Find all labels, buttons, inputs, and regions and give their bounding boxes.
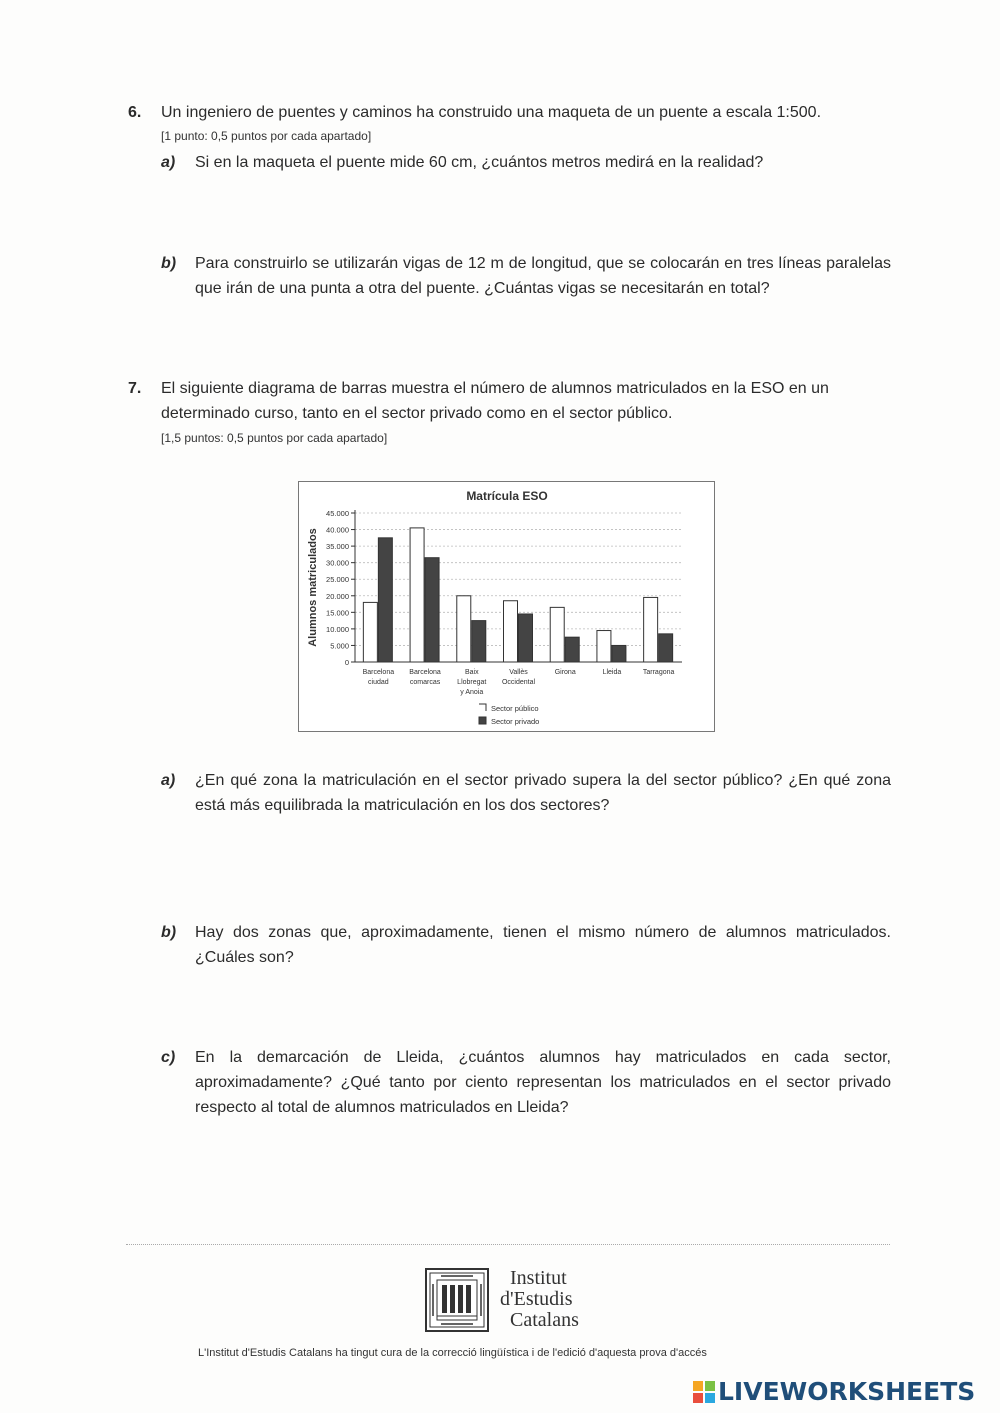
sub-label: a) xyxy=(161,772,176,789)
sub-label: a) xyxy=(161,154,176,171)
x-tick-label: Girona xyxy=(554,669,576,676)
bar-public xyxy=(597,631,611,662)
legend-label: Sector público xyxy=(491,704,539,713)
bar-private xyxy=(378,538,392,662)
sub-label: c) xyxy=(161,1049,176,1066)
sub-text: ¿En qué zona la matriculación en el sector privado supera la del sector público? ¿En qué zona está más equilibrada la matriculación en los dos sectores? xyxy=(195,772,891,814)
question-number: 6. xyxy=(128,104,142,121)
question-7b xyxy=(161,920,891,970)
x-tick-label: Lleida xyxy=(602,669,622,676)
liveworksheets-icon xyxy=(693,1381,715,1403)
y-tick-label: 40.000 xyxy=(326,525,349,535)
question-7c xyxy=(161,1045,891,1120)
y-tick-label: 35.000 xyxy=(326,542,349,552)
y-tick-label: 10.000 xyxy=(326,624,349,634)
x-tick-label: Baix xyxy=(464,669,479,676)
bar-public xyxy=(363,602,377,662)
sub-label: b) xyxy=(161,255,177,272)
y-tick-label: 30.000 xyxy=(326,558,349,568)
x-tick-label: Occidental xyxy=(501,679,536,686)
question-text: Un ingeniero de puentes y caminos ha construido una maqueta de un puente a escala 1:500. xyxy=(161,104,822,121)
bar-public xyxy=(504,601,518,662)
seal-icon xyxy=(427,1270,487,1330)
x-tick-label: ciudad xyxy=(368,679,389,686)
y-tick-label: 5.000 xyxy=(330,641,349,651)
institut-seal-logo xyxy=(425,1268,489,1332)
brand-text: LIVEWORKSHEETS xyxy=(718,1377,976,1406)
sub-label: b) xyxy=(161,924,177,941)
y-tick-label: 20.000 xyxy=(326,591,349,601)
bar-private xyxy=(659,634,673,662)
chart-svg xyxy=(299,482,716,733)
sub-text: Si en la maqueta el puente mide 60 cm, ¿cuántos metros medirá en la realidad? xyxy=(195,154,764,171)
x-tick-label: Tarragona xyxy=(642,669,675,676)
question-text: El siguiente diagrama de barras muestra el número de alumnos matriculados en la ESO en un determinado curso, tanto en el sector privado como en el sector público. xyxy=(161,380,829,422)
bar-public xyxy=(457,596,471,662)
bar-private xyxy=(519,614,533,662)
bar-public xyxy=(410,528,424,662)
bar-private xyxy=(472,621,486,662)
bar-public xyxy=(550,607,564,662)
question-points: [1 punto: 0,5 puntos por cada apartado] xyxy=(161,129,372,143)
question-6b xyxy=(161,251,891,301)
bar-private xyxy=(425,558,439,662)
question-6 xyxy=(128,100,893,125)
x-tick-label: Barcelona xyxy=(409,669,441,676)
question-points: [1,5 puntos: 0,5 puntos por cada apartado] xyxy=(161,431,388,445)
liveworksheets-brand xyxy=(693,1377,975,1406)
legend-swatch xyxy=(479,704,486,711)
legend-swatch xyxy=(479,717,486,724)
y-tick-label: 25.000 xyxy=(326,575,349,585)
bar-private xyxy=(565,637,579,662)
x-tick-label: Barcelona xyxy=(362,669,395,676)
y-tick-label: 45.000 xyxy=(326,509,349,518)
x-tick-label: comarcas xyxy=(409,679,441,686)
logo-line: Institut xyxy=(510,1267,567,1289)
bar-chart xyxy=(298,481,715,732)
logo-line: d'Estudis xyxy=(500,1288,573,1310)
y-tick-label: 15.000 xyxy=(326,608,349,618)
x-tick-label: Llobregat xyxy=(457,679,487,686)
x-tick-label: y Anoia xyxy=(460,689,484,696)
x-tick-label: Vallès xyxy=(509,669,528,676)
footer-divider xyxy=(126,1244,890,1245)
sub-text: En la demarcación de Lleida, ¿cuántos alumnos hay matriculados en cada sector, aproximadamente? ¿Qué tanto por ciento representan los matriculados en el sector privado respecto al total de alumnos matriculados en Lleida? xyxy=(195,1049,891,1116)
footer-note: L'Institut d'Estudis Catalans ha tingut cura de la correcció lingüística i de l'edició d'aquesta prova d'accés xyxy=(198,1347,707,1359)
sub-text: Para construirlo se utilizarán vigas de 12 m de longitud, que se colocarán en tres líneas paralelas que irán de una punta a otra del puente. ¿Cuántas vigas se necesitarán en total? xyxy=(195,255,891,297)
bar-private xyxy=(612,645,626,662)
y-tick-label: 0 xyxy=(344,658,349,667)
question-7 xyxy=(128,376,893,426)
chart-title: Matrícula ESO xyxy=(466,489,548,503)
bar-public xyxy=(644,597,658,662)
sub-text: Hay dos zonas que, aproximadamente, tienen el mismo número de alumnos matriculados. ¿Cuáles son? xyxy=(195,924,891,966)
y-axis-label: Alumnos matriculados xyxy=(307,528,319,647)
logo-line: Catalans xyxy=(510,1309,579,1331)
question-number: 7. xyxy=(128,380,142,397)
legend-label: Sector privado xyxy=(491,717,540,726)
question-7a xyxy=(161,768,891,818)
institut-name xyxy=(500,1267,579,1331)
question-6a xyxy=(161,150,891,175)
